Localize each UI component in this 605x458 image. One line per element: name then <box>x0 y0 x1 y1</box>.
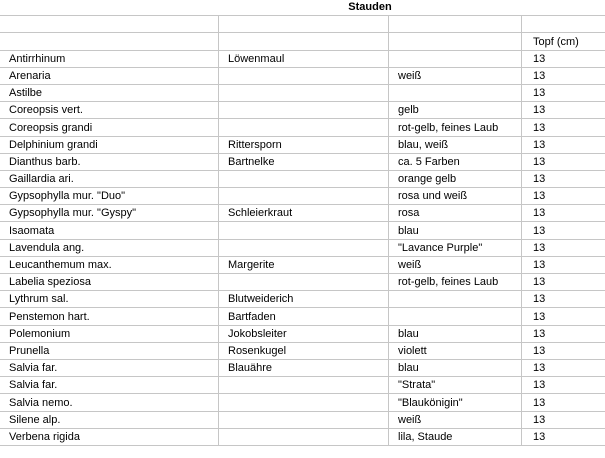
table-row <box>0 102 605 119</box>
cell-pot-size[interactable]: 13 <box>522 119 605 136</box>
cell-color[interactable]: blau <box>389 222 522 239</box>
cell-color[interactable]: weiß <box>389 256 522 273</box>
cell-pot-size[interactable]: 13 <box>522 170 605 187</box>
cell-common-name[interactable] <box>219 274 389 291</box>
cell-common-name[interactable] <box>219 428 389 445</box>
cell-botanical-name[interactable]: Verbena rigida <box>0 428 219 445</box>
cell-botanical-name[interactable]: Leucanthemum max. <box>0 256 219 273</box>
cell-pot-size[interactable]: 13 <box>522 67 605 84</box>
empty-cell[interactable] <box>0 16 219 33</box>
table-row <box>0 411 605 428</box>
table-row <box>0 308 605 325</box>
cell-color[interactable]: rosa und weiß <box>389 188 522 205</box>
cell-pot-size[interactable]: 13 <box>522 274 605 291</box>
table-row <box>0 170 605 187</box>
cell-common-name[interactable] <box>219 170 389 187</box>
cell-botanical-name[interactable]: Dianthus barb. <box>0 153 219 170</box>
title-cell-blank[interactable] <box>522 0 605 16</box>
header-cell-pot-size[interactable]: Topf (cm) <box>522 33 605 50</box>
cell-pot-size[interactable]: 13 <box>522 222 605 239</box>
table-row <box>0 84 605 101</box>
cell-common-name[interactable]: Löwenmaul <box>219 50 389 67</box>
cell-pot-size[interactable]: 13 <box>522 153 605 170</box>
table-row <box>0 205 605 222</box>
cell-botanical-name[interactable]: Labelia speziosa <box>0 274 219 291</box>
table-row <box>0 153 605 170</box>
cell-common-name[interactable] <box>219 102 389 119</box>
cell-botanical-name[interactable]: Prunella <box>0 342 219 359</box>
cell-color[interactable]: weiß <box>389 67 522 84</box>
cell-common-name[interactable] <box>219 188 389 205</box>
table-row <box>0 428 605 445</box>
cell-pot-size[interactable]: 13 <box>522 291 605 308</box>
cell-botanical-name[interactable]: Coreopsis grandi <box>0 119 219 136</box>
cell-pot-size[interactable]: 13 <box>522 394 605 411</box>
cell-color[interactable]: weiß <box>389 411 522 428</box>
cell-pot-size[interactable]: 13 <box>522 411 605 428</box>
cell-common-name[interactable]: Rosenkugel <box>219 342 389 359</box>
cell-pot-size[interactable]: 13 <box>522 84 605 101</box>
sheet-title[interactable]: Stauden <box>348 1 392 14</box>
cell-botanical-name[interactable]: Antirrhinum <box>0 50 219 67</box>
cell-botanical-name[interactable]: Lythrum sal. <box>0 291 219 308</box>
table-row <box>0 119 605 136</box>
cell-color[interactable]: blau, weiß <box>389 136 522 153</box>
cell-pot-size[interactable]: 13 <box>522 428 605 445</box>
cell-pot-size[interactable]: 13 <box>522 256 605 273</box>
header-cell-name[interactable] <box>0 33 219 50</box>
cell-color[interactable]: "Lavance Purple" <box>389 239 522 256</box>
cell-color[interactable]: rot-gelb, feines Laub <box>389 274 522 291</box>
table-row <box>0 359 605 376</box>
cell-common-name[interactable]: Rittersporn <box>219 136 389 153</box>
table-row <box>0 256 605 273</box>
cell-color[interactable]: rosa <box>389 205 522 222</box>
cell-botanical-name[interactable]: Gaillardia ari. <box>0 170 219 187</box>
table-row <box>0 377 605 394</box>
table-row <box>0 222 605 239</box>
cell-botanical-name[interactable]: Gypsophylla mur. "Duo" <box>0 188 219 205</box>
cell-color[interactable]: "Blaukönigin" <box>389 394 522 411</box>
cell-botanical-name[interactable]: Delphinium grandi <box>0 136 219 153</box>
cell-common-name[interactable] <box>219 394 389 411</box>
cell-common-name[interactable] <box>219 377 389 394</box>
cell-common-name[interactable] <box>219 84 389 101</box>
table-row <box>0 342 605 359</box>
title-row <box>0 0 605 16</box>
cell-pot-size[interactable]: 13 <box>522 342 605 359</box>
cell-pot-size[interactable]: 13 <box>522 359 605 376</box>
title-cell-blank[interactable] <box>0 0 219 16</box>
table-row <box>0 50 605 67</box>
cell-common-name[interactable]: Schleierkraut <box>219 205 389 222</box>
cell-color[interactable] <box>389 84 522 101</box>
cell-color[interactable]: gelb <box>389 102 522 119</box>
table-row <box>0 394 605 411</box>
cell-color[interactable]: lila, Staude <box>389 428 522 445</box>
table-row <box>0 188 605 205</box>
table-row <box>0 239 605 256</box>
cell-botanical-name[interactable]: Salvia far. <box>0 377 219 394</box>
cell-pot-size[interactable]: 13 <box>522 50 605 67</box>
cell-common-name[interactable]: Margerite <box>219 256 389 273</box>
cell-botanical-name[interactable]: Arenaria <box>0 67 219 84</box>
cell-pot-size[interactable]: 13 <box>522 308 605 325</box>
cell-common-name[interactable] <box>219 222 389 239</box>
cell-color[interactable]: rot-gelb, feines Laub <box>389 119 522 136</box>
table-row <box>0 325 605 342</box>
cell-color[interactable]: violett <box>389 342 522 359</box>
cell-pot-size[interactable]: 13 <box>522 205 605 222</box>
cell-common-name[interactable]: Jokobsleiter <box>219 325 389 342</box>
cell-color[interactable] <box>389 308 522 325</box>
table-row <box>0 67 605 84</box>
cell-pot-size[interactable]: 13 <box>522 239 605 256</box>
cell-common-name[interactable]: Bartnelke <box>219 153 389 170</box>
cell-botanical-name[interactable]: Isaomata <box>0 222 219 239</box>
cell-color[interactable]: orange gelb <box>389 170 522 187</box>
cell-pot-size[interactable]: 13 <box>522 136 605 153</box>
cell-botanical-name[interactable]: Coreopsis vert. <box>0 102 219 119</box>
table-row <box>0 136 605 153</box>
cell-botanical-name[interactable]: Gypsophylla mur. "Gyspy" <box>0 205 219 222</box>
cell-common-name[interactable] <box>219 67 389 84</box>
cell-common-name[interactable]: Bartfaden <box>219 308 389 325</box>
cell-botanical-name[interactable]: Polemonium <box>0 325 219 342</box>
cell-color[interactable] <box>389 50 522 67</box>
cell-color[interactable]: blau <box>389 325 522 342</box>
cell-common-name[interactable] <box>219 239 389 256</box>
cell-pot-size[interactable]: 13 <box>522 325 605 342</box>
cell-color[interactable] <box>389 291 522 308</box>
header-cell-color[interactable] <box>389 33 522 50</box>
empty-cell[interactable] <box>389 16 522 33</box>
cell-common-name[interactable] <box>219 411 389 428</box>
cell-botanical-name[interactable]: Salvia nemo. <box>0 394 219 411</box>
cell-common-name[interactable] <box>219 119 389 136</box>
cell-pot-size[interactable]: 13 <box>522 102 605 119</box>
spacer-row <box>0 16 605 33</box>
cell-pot-size[interactable]: 13 <box>522 377 605 394</box>
cell-botanical-name[interactable]: Penstemon hart. <box>0 308 219 325</box>
header-cell-common-name[interactable] <box>219 33 389 50</box>
cell-common-name[interactable]: Blutweiderich <box>219 291 389 308</box>
cell-botanical-name[interactable]: Salvia far. <box>0 359 219 376</box>
cell-botanical-name[interactable]: Silene alp. <box>0 411 219 428</box>
cell-pot-size[interactable]: 13 <box>522 188 605 205</box>
cell-botanical-name[interactable]: Astilbe <box>0 84 219 101</box>
empty-cell[interactable] <box>522 16 605 33</box>
cell-color[interactable]: ca. 5 Farben <box>389 153 522 170</box>
cell-botanical-name[interactable]: Lavendula ang. <box>0 239 219 256</box>
cell-color[interactable]: "Strata" <box>389 377 522 394</box>
table-row <box>0 291 605 308</box>
cell-common-name[interactable]: Blauähre <box>219 359 389 376</box>
table-row <box>0 274 605 291</box>
empty-cell[interactable] <box>219 16 389 33</box>
cell-color[interactable]: blau <box>389 359 522 376</box>
header-row <box>0 33 605 50</box>
